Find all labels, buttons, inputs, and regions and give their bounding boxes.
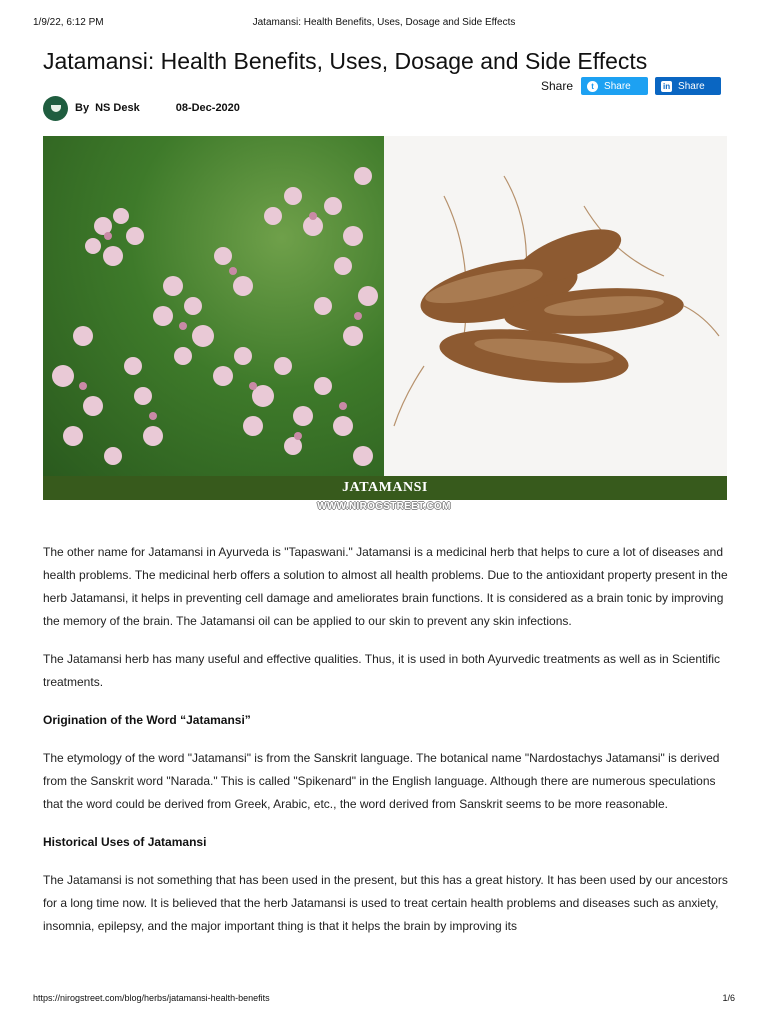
paragraph: The Jatamansi herb has many useful and effective qualities. Thus, it is used in both Ayurvedic treatments as well as in Scientific treatments. — [43, 652, 721, 689]
paragraph: The Jatamansi is not something that has been used in the present, but this has a great history. It has been used by our ancestors for a long time now. It is believed that the herb Jatamansi is used to treat certain health problems and diseases such as anxiety, insomnia, epilepsy, and the major important thing is that it helps the brain by improving its — [43, 873, 728, 933]
article-title: Jatamansi: Health Benefits, Uses, Dosage and Side Effects — [43, 48, 648, 74]
byline — [43, 95, 240, 121]
section-heading: Historical Uses of Jatamansi — [43, 835, 207, 849]
section-heading: Origination of the Word “Jatamansi” — [43, 713, 251, 727]
by-label: By — [75, 102, 90, 114]
print-footer — [0, 993, 768, 1007]
article-body — [43, 541, 733, 953]
print-header — [0, 17, 768, 31]
paragraph: The other name for Jatamansi in Ayurveda is "Tapaswani." Jatamansi is a medicinal herb that helps to cure a lot of diseases and health problems. The medicinal herb offers a solution to almost all health problems. Due to the antioxidant property present in the herb Jatamansi, it helps in preventing cell damage and ameliorates brain functions. It is considered as a brain tonic by improving the memory of the brain. The Jatamansi oil can be applied to our skin to prevent any skin infections. — [43, 545, 728, 628]
paragraph: The etymology of the word "Jatamansi" is from the Sanskrit language. The botanical name "Nardostachys Jatamansi" is derived from the Sanskrit word "Narada." This is called "Spikenard" in the English language. Although there are numerous speculations that the word could be derived from Greek, Arabic, etc., the word derived from Sanskrit seems to be more reasonable. — [43, 751, 720, 811]
page-number: 1/6 — [722, 993, 735, 1003]
author-name[interactable]: NS Desk — [95, 102, 140, 114]
publish-date: 08-Dec-2020 — [175, 102, 240, 114]
print-datetime: 1/9/22, 6:12 PM — [33, 17, 104, 28]
linkedin-share-button[interactable] — [655, 77, 721, 95]
bowl-icon — [51, 105, 61, 112]
twitter-share-label: Share — [604, 80, 631, 92]
twitter-icon: t — [587, 81, 598, 92]
flower-cluster-illustration — [43, 136, 384, 476]
root-photo — [384, 136, 727, 476]
hero-watermark: WWW.NIROGSTREET.COM — [317, 501, 451, 512]
print-title: Jatamansi: Health Benefits, Uses, Dosage and Side Effects — [252, 17, 516, 28]
page-url: https://nirogstreet.com/blog/herbs/jatamansi-health-benefits — [33, 993, 270, 1003]
twitter-share-button[interactable] — [581, 77, 648, 95]
author-avatar[interactable] — [43, 96, 68, 121]
hero-caption: JATAMANSI — [43, 476, 727, 500]
flower-photo — [43, 136, 384, 476]
share-row — [541, 77, 721, 95]
dried-root-illustration — [384, 136, 727, 476]
hero-image — [43, 136, 727, 500]
linkedin-share-label: Share — [678, 80, 705, 92]
share-label: Share — [541, 79, 574, 93]
linkedin-icon: in — [662, 81, 671, 91]
